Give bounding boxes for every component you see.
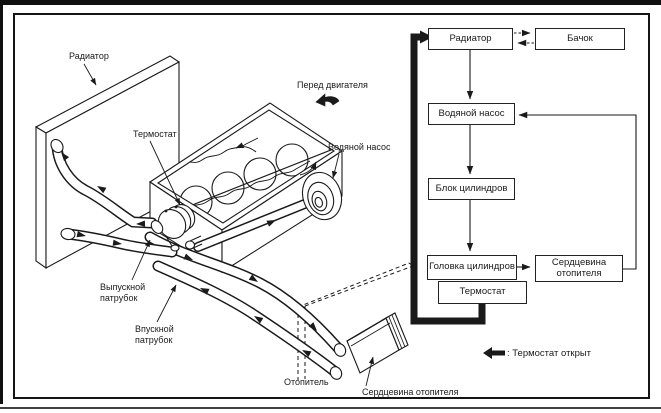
outlet-pipe-label-line2: патрубок (100, 292, 138, 303)
heater-label: Отопитель (284, 377, 329, 387)
inlet-pipe-label-line1: Впускной (135, 324, 174, 334)
legend-arrow-icon (483, 347, 505, 359)
flowchart-box-water-pump: Водяной насос (428, 103, 515, 125)
outlet-pipe-label (100, 282, 145, 303)
legend-label: : Термостат открыт (507, 348, 592, 359)
flowchart-connectors (470, 33, 636, 269)
flowchart-box-thermostat: Термостат (438, 281, 527, 304)
inlet-pipe-label (135, 324, 174, 345)
flowchart-box-cylinder-head: Головка цилиндров (427, 255, 517, 280)
inlet-pipe-label-line2: патрубок (135, 334, 173, 345)
thermostat-label: Термостат (133, 129, 177, 139)
heater-core-label: Сердцевина отопителя (362, 387, 459, 397)
flowchart-box-radiator: Радиатор (428, 28, 513, 50)
heater-core-illustration (347, 313, 408, 373)
flowchart-heater-core-line2: отопителя (556, 267, 602, 279)
outlet-pipe-label-line1: Выпускной (100, 282, 146, 292)
water-pump-label: Водяной насос (328, 142, 391, 152)
front-of-engine-arrow-icon (316, 94, 339, 106)
radiator-label: Радиатор (69, 51, 109, 61)
front-of-engine-label: Перед двигателя (297, 80, 368, 90)
flowchart-box-cylinder-block: Блок цилиндров (428, 178, 515, 200)
flowchart-heater-core-line1: Сердцевина (551, 256, 607, 268)
flowchart-box-heater-core (535, 255, 623, 282)
flowchart-box-tank: Бачок (535, 28, 625, 50)
